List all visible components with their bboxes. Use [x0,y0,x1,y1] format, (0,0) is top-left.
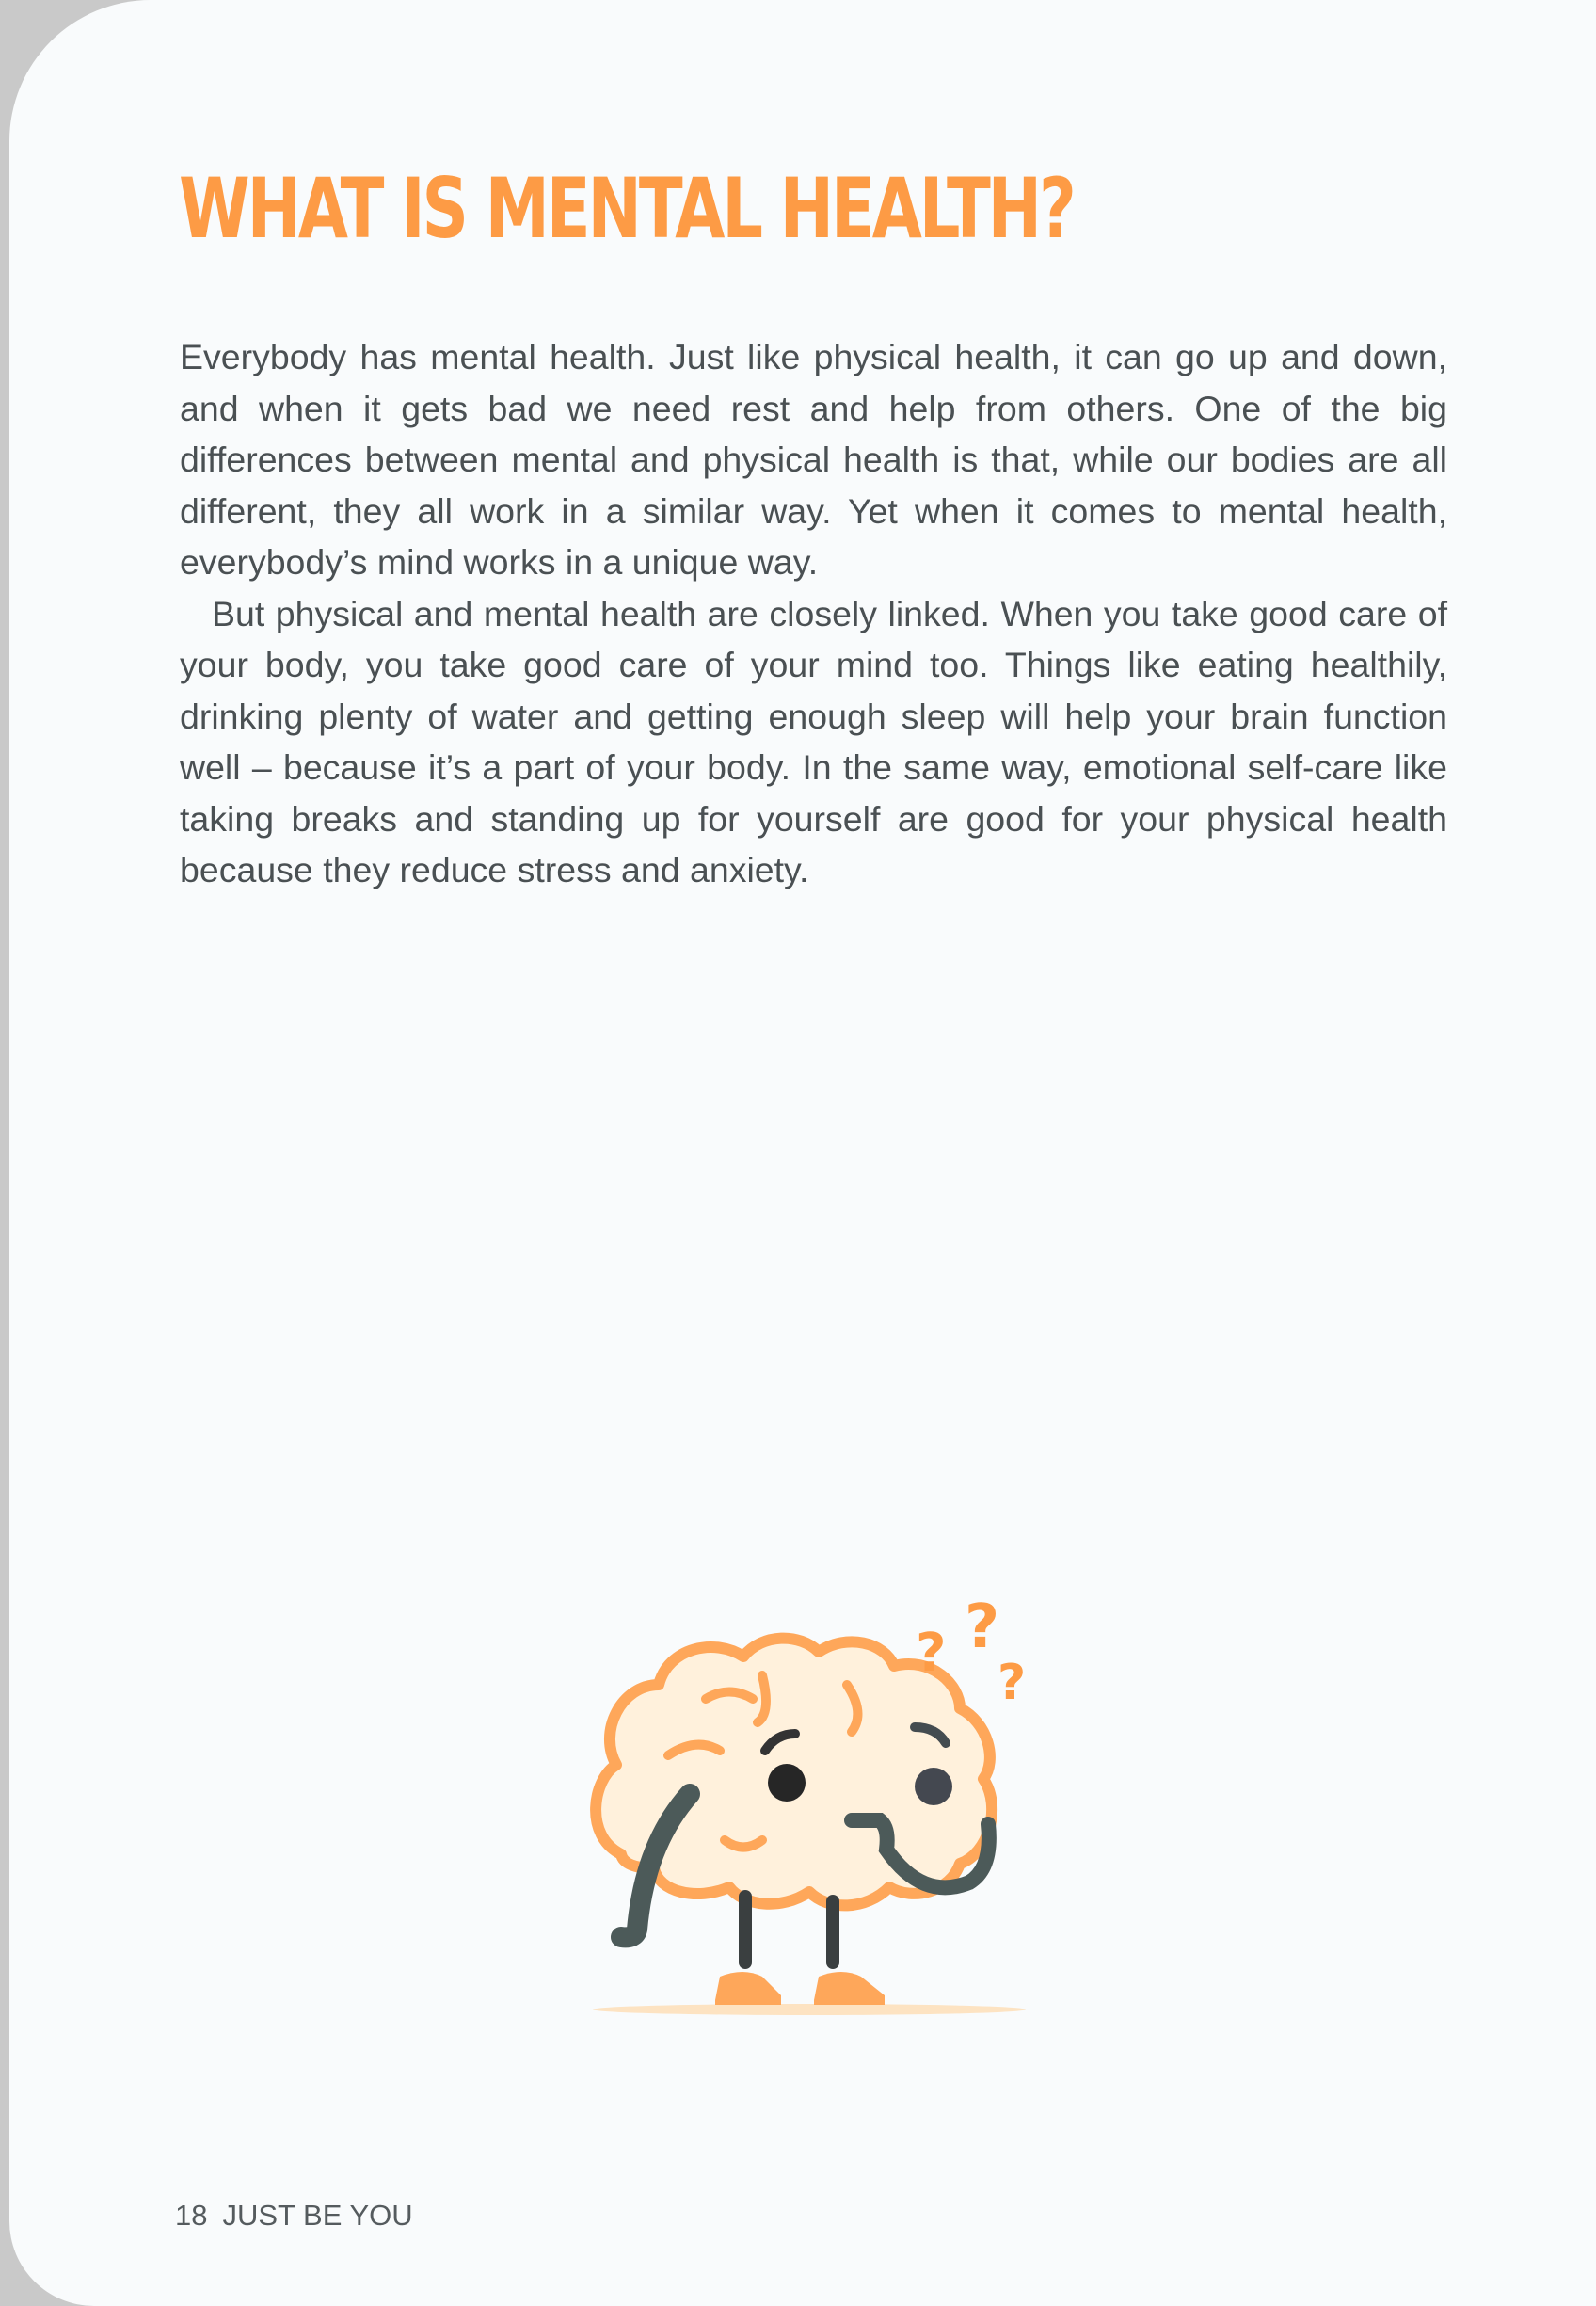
book-title: JUST BE YOU [222,2199,413,2232]
shoes [715,1972,885,2005]
question-mark: ? [916,1623,947,1684]
page-number: 18 [175,2199,208,2232]
page-footer [175,2199,428,2233]
thinking-brain-icon [565,1581,1054,2033]
paragraph-1: Everybody has mental health. Just like physical health, it can go up and down, and when it gets bad we need rest and help from others. One of the big differences between mental and physical health is that, while our bodies are all different, they all work in a similar way. Yet when it comes to mental health, everybody’s mind works in a unique way. [180,337,1447,582]
question-mark: ? [965,1593,1000,1662]
paragraph-2: But physical and mental health are closely linked. When you take good care of your body, you take good care of your mind too. Things like eating healthily, drinking plenty of water and getting enough sleep will help your brain function well – because it’s a part of your body. In the same way, emotional self-care like taking breaks and standing up for yourself are good for your physical health because they reduce stress and anxiety. [180,593,1447,889]
question-mark: ? [998,1655,1027,1711]
page-title: WHAT IS MENTAL HEALTH? [179,160,1074,257]
ground-shadow [593,2004,1026,2015]
book-page [9,0,1596,2306]
body-text [180,331,1447,896]
